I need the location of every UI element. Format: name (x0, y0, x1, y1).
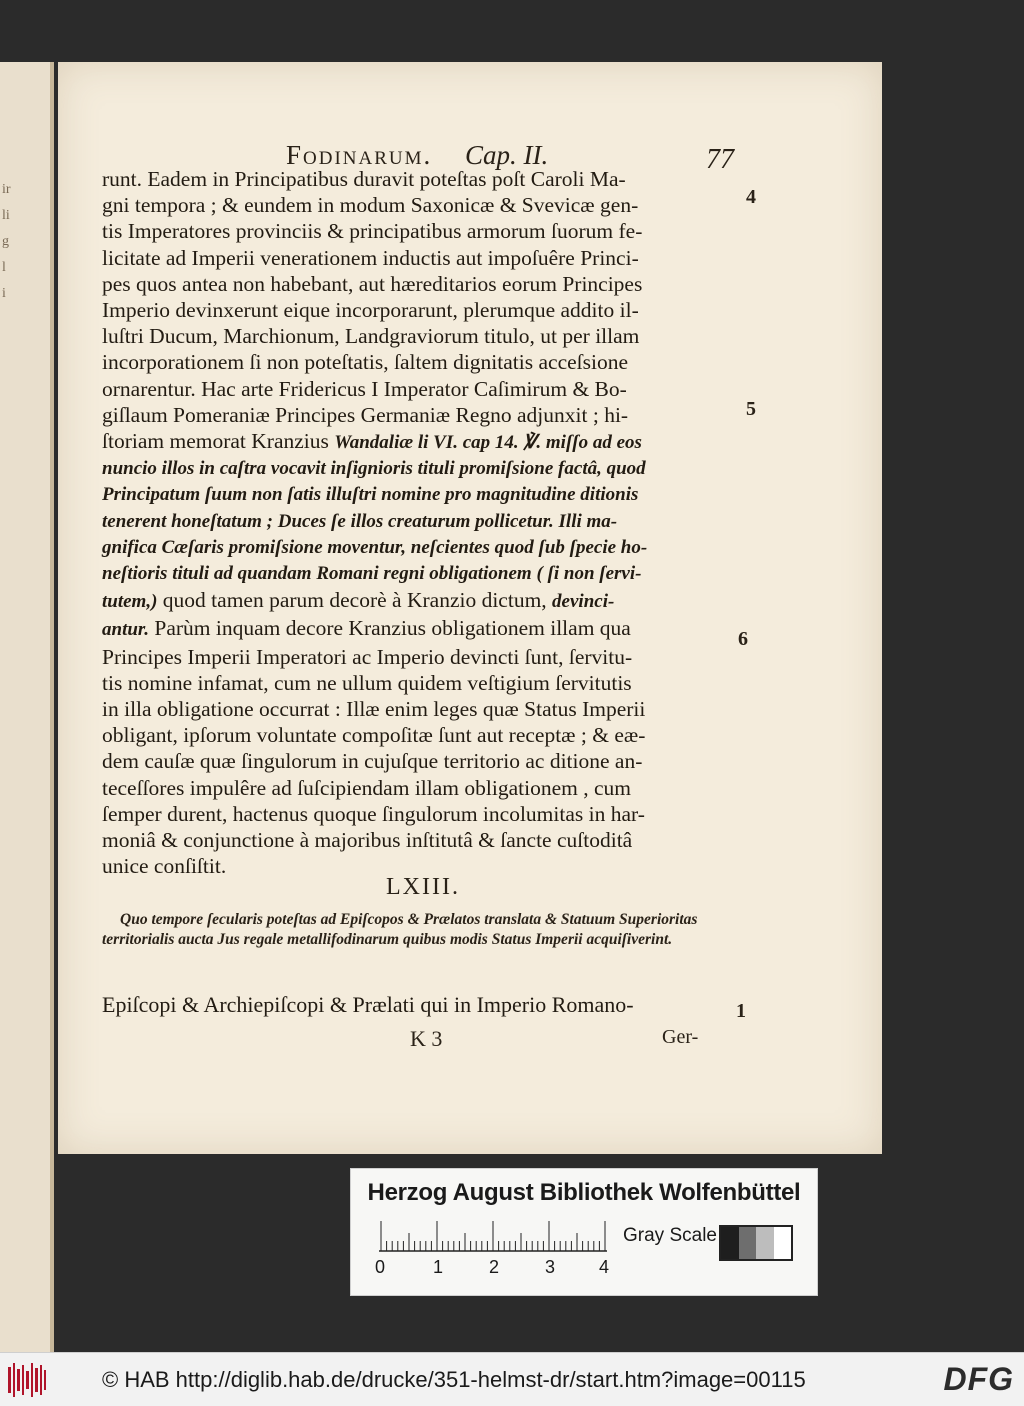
text-line: gni tempora ; & eundem in modum Saxonicæ & Svevicæ gen- (102, 193, 639, 218)
text-line (102, 428, 744, 456)
text-line (102, 587, 744, 615)
page-number: 77 (706, 144, 734, 175)
italic-span: tutem,) (102, 591, 158, 613)
margin-number: 6 (738, 628, 748, 650)
text-line: obligant, ipſorum voluntate compoſitæ ſunt aut receptæ ; & eæ- (102, 723, 646, 748)
text-line: Principes Imperii Imperatori ac Imperio devincti ſunt, ſervitu- (102, 644, 633, 669)
ruler-number: 0 (375, 1257, 386, 1277)
text-line: pes quos antea non habebant, aut hæreditarios eorum Principes (102, 271, 643, 296)
gray-scale-swatch (719, 1225, 793, 1261)
text-line: teceſſores impulêre ad ſuſcipiendam illam obligationem , cum (102, 775, 631, 800)
hab-barcode-logo-icon (8, 1363, 46, 1397)
text-span: quod tamen parum decorè à Kranzio dictum, (162, 588, 547, 613)
text-span: ſtoriam memorat Kranzius (102, 429, 329, 454)
text-line: giſlaum Pomeraniæ Principes Germaniæ Regno adjunxit ; hi- (102, 402, 629, 427)
text-line: luſtri Ducum, Marchionum, Landgraviorum titulo, ut per illam (102, 324, 640, 349)
text-line: Imperio devinxerunt eique incorporarunt, plerumque addito il- (102, 298, 639, 323)
gray-scale-label: Gray Scale (623, 1225, 717, 1246)
ruler-number: 1 (433, 1257, 444, 1277)
book-page (58, 62, 882, 1154)
text-line: tis nomine infamat, cum ne ullum quidem veſtigium ſervitutis (102, 670, 632, 695)
margin-number: 5 (746, 398, 756, 420)
italic-line: gnifica Cæſaris promiſsione moventur, neſcientes quod ſub ſpecie ho- (102, 536, 648, 558)
header-chapter: Cap. II. (465, 140, 549, 170)
signature-mark: K 3 (410, 1026, 443, 1051)
library-name: Herzog August Bibliothek Wolfenbüttel (367, 1179, 801, 1206)
section-summary: Quo tempore ſecularis poteſtas ad Epiſcopos & Prælatos translata & Statuum Superioritas territorialis aucta Jus regale metallifodinarum quibus modis Status Imperii acquiſiverint. (102, 911, 698, 948)
italic-line: tenerent honeſtatum ; Duces ſe illos creaturum pollicetur. Illi ma- (102, 510, 618, 532)
ruler-number: 4 (599, 1257, 610, 1277)
swatch-mid (739, 1227, 757, 1259)
header-title: Fodinarum. (286, 140, 433, 170)
text-line: in illa obligatione occurrat : Illæ enim leges quæ Status Imperii (102, 697, 646, 722)
text-line: licitate ad Imperii venerationem inductis aut impoſuêre Princi- (102, 245, 639, 270)
paragraph-start: Epiſcopi & Archiepiſcopi & Prælati qui in Imperio Romano- (102, 992, 634, 1017)
italic-citation: Wandaliæ li VI. cap 14. ℣. miſſo ad eos (334, 432, 642, 454)
text-line: ornarentur. Hac arte Fridericus I Imperator Caſimirum & Bo- (102, 376, 627, 401)
library-color-label (350, 1168, 818, 1296)
margin-number: 1 (736, 1000, 746, 1022)
text-line: dem cauſæ quæ ſingulorum in cujuſque territorio ac ditione an- (102, 749, 643, 774)
body-text (102, 166, 744, 879)
ruler-number: 3 (545, 1257, 556, 1277)
catchword: Ger- (662, 1026, 699, 1048)
section-number: LXIII. (386, 874, 460, 900)
margin-number: 4 (746, 186, 756, 208)
italic-span: antur. (102, 619, 150, 641)
swatch-white (774, 1227, 792, 1259)
adjacent-page-edge: ir li g l i (0, 62, 54, 1362)
text-line (102, 615, 744, 643)
swatch-dark (721, 1227, 739, 1259)
ruler-number: 2 (489, 1257, 500, 1277)
dfg-logo: DFG (943, 1361, 1014, 1397)
source-link[interactable]: © HAB http://diglib.hab.de/drucke/351-helmst-dr/start.htm?image=00115 (102, 1367, 806, 1392)
italic-span: devinci- (552, 591, 615, 613)
text-line: ſemper durent, hactenus quoque ſingulorum incolumitas in har- (102, 801, 645, 826)
italic-line: neſtioris tituli ad quandam Romani regni obligationem ( ſi non ſervi- (102, 563, 642, 585)
text-line: unice conſiſtit. (102, 854, 227, 879)
italic-line: Principatum ſuum non ſatis illuſtri nomine pro magnitudine ditionis (102, 484, 639, 506)
ruler-icon (379, 1221, 607, 1253)
text-line: moniâ & conjunctione à majoribus inſtitutâ & ſancte cuſtoditâ (102, 828, 633, 853)
viewer-footer (0, 1352, 1024, 1406)
text-span: Parùm inquam decore Kranzius obligationem illam qua (154, 616, 631, 641)
swatch-light (756, 1227, 774, 1259)
text-line: tis Imperatores provinciis & principatibus armorum ſuorum fe- (102, 219, 643, 244)
text-line: runt. Eadem in Principatibus duravit poteſtas poſt Caroli Ma- (102, 167, 626, 191)
text-line: incorporationem ſi non poteſtatis, ſaltem dignitatis acceſsione (102, 350, 629, 375)
italic-line: nuncio illos in caſtra vocavit inſignioris tituli promiſsione factâ, quod (102, 458, 646, 480)
